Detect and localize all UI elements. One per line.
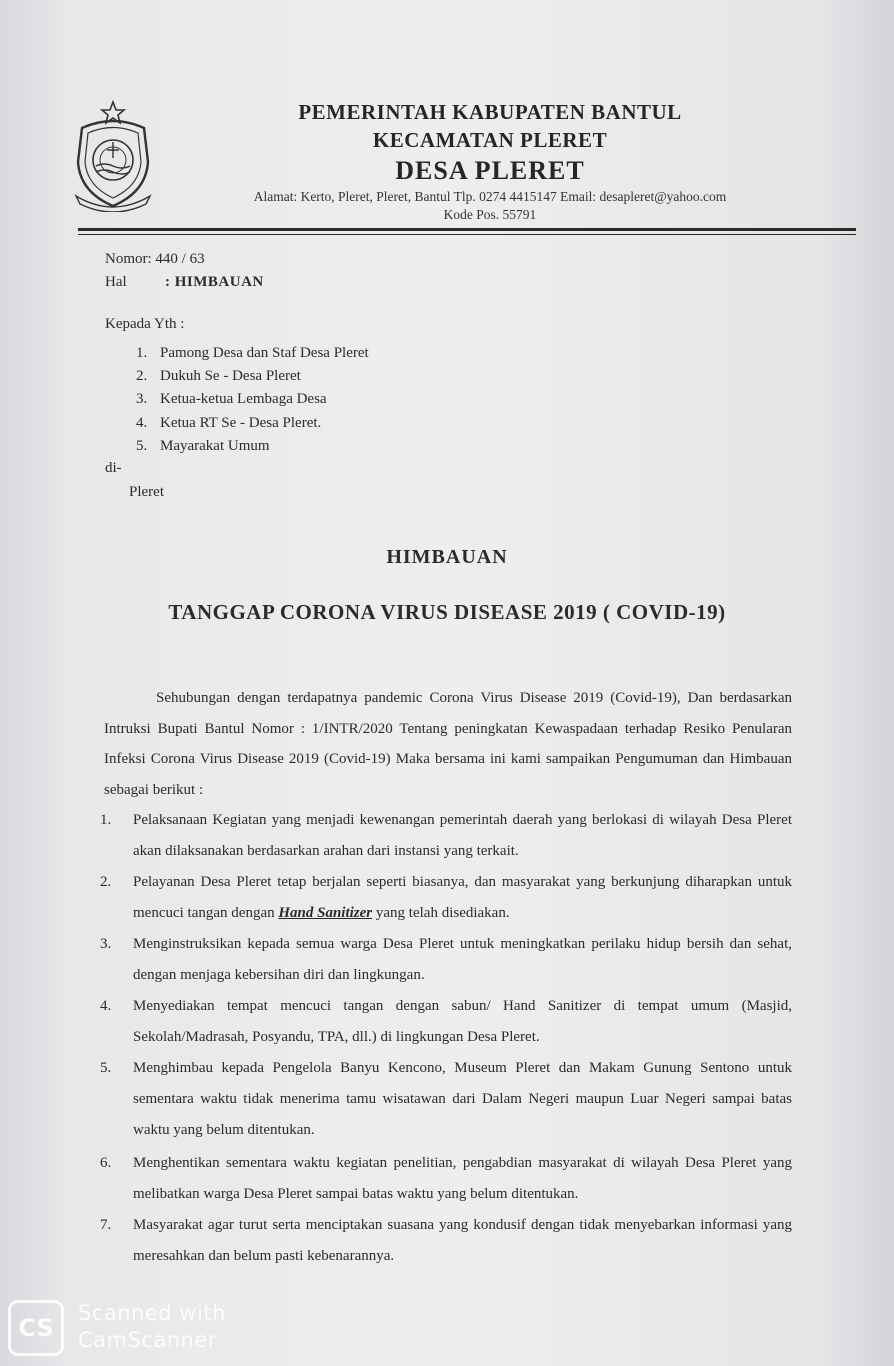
letter-meta <box>105 248 264 294</box>
document-subtitle: TANGGAP CORONA VIRUS DISEASE 2019 ( COVID-19) <box>168 600 726 624</box>
recipients-list <box>136 342 369 458</box>
list-item: 1. Pamong Desa dan Staf Desa Pleret <box>136 345 369 361</box>
letter-page: PEMERINTAH KABUPATEN BANTUL KECAMATAN PLERET DESA PLERET Alamat: Kerto, Pleret, Pleret, Bantul Tlp. 0274 4415147 Email: desapleret@yahoo.com Kode Pos. 55791 Nomor: 440 / 63 Hal : HIMBAUAN Kepada Yth : 1. Pamong Desa dan Staf Desa Pleret 2. Dukuh Se - Desa Pleret 3. Ketua-ketua Lembaga Desa 4. Ketua RT Se - Desa Pleret. 5. Mayarakat Umum di- Pleret HIMBAUAN TANGGAP CORONA VIRUS DISEASE 2019 ( COVID-19) Sehubungan dengan terdapatnya pandemic Corona Virus Disease 2019 (Covid-19), Dan berdasarkan Intruksi Bupati Bantul Nomor : 1/INTR/2020 Tentang peningkatan Kewaspadaan terhadap Resiko Penularan Infeksi Corona Virus Disease 2019 (Covid-19) Maka bersama ini kami sampaikan Pengumuman dan Himbauan sebagai berikut : 1. Pelaksanaan Kegiatan yang menjadi kewenangan pemerintah daerah yang berlokasi di wilayah Desa Pleret akan dilaksanakan berdasarkan arahan dari instansi yang terkait. 2. Pelayanan Desa Pleret tetap berjalan seperti biasanya, dan masyarakat yang berkunjung diharapkan untuk mencuci tangan dengan Hand Sanitizer yang telah disediakan. 3. Menginstruksikan kepada semua warga Desa Pleret untuk meningkatkan perilaku hidup bersih dan sehat, dengan menjaga kebersihan diri dan lingkungan. 4. Menyediakan tempat mencuci tangan dengan sabun/ Hand Sanitizer di tempat umum (Masjid, Sekolah/Madrasah, Posyandu, TPA, dll.) di lingkungan Desa Pleret. 5. Menghimbau kepada Pengelola Banyu Kencono, Museum Pleret dan Makam Gunung Sentono untuk sementara waktu tidak menerima tamu wisatawan dari Dalam Negeri maupun Luar Negeri sampai batas waktu yang belum ditentukan. 6. Menghentikan sementara waktu kegiatan penelitian, pengabdian masyarakat di wilayah Desa Pleret yang melibatkan warga Desa Pleret sampai batas waktu yang belum ditentukan. 7. Masyarakat agar turut serta menciptakan suasana yang kondusif dengan tidak menyebarkan informasi yang meresahkan dan belum pasti kebenarannya. CS Scanned with CamScanner <box>0 0 894 1366</box>
recipients-heading: Kepada Yth : <box>105 316 185 332</box>
letterhead-divider-thin <box>78 234 856 235</box>
list-item: 4. Ketua RT Se - Desa Pleret. <box>136 414 322 431</box>
list-item: 5. Mayarakat Umum <box>136 437 270 454</box>
camscanner-watermark <box>78 1300 226 1354</box>
watermark-line-2: CamScanner <box>78 1328 217 1352</box>
letter-subject-label: Hal <box>105 274 127 290</box>
letter-number-row <box>105 248 264 271</box>
hand-sanitizer-emphasis: Hand Sanitizer <box>278 905 373 921</box>
document-title: HIMBAUAN <box>386 546 508 568</box>
recipients-di: di- <box>105 460 122 476</box>
watermark-line-1: Scanned with <box>78 1301 226 1325</box>
list-item: 2. Dukuh Se - Desa Pleret <box>136 368 301 385</box>
letterhead-address: Alamat: Kerto, Pleret, Pleret, Bantul Tlp. 0274 4415147 Email: desapleret@yahoo.com <box>253 189 727 204</box>
letterhead <box>190 98 790 224</box>
letter-number-label: Nomor <box>105 251 148 267</box>
letterhead-village: DESA PLERET <box>395 156 585 185</box>
letterhead-postal-code: Kode Pos. 55791 <box>443 207 537 222</box>
letterhead-divider-thick <box>78 228 856 231</box>
bantul-regency-emblem-icon <box>70 100 156 212</box>
letterhead-government: PEMERINTAH KABUPATEN BANTUL <box>298 100 682 124</box>
letter-subject-value: : HIMBAUAN <box>165 274 264 290</box>
letter-number-value: : 440 / 63 <box>147 251 205 267</box>
camscanner-logo-icon: CS <box>8 1300 64 1356</box>
recipients-place: Pleret <box>129 484 164 500</box>
intro-paragraph: Sehubungan dengan terdapatnya pandemic Corona Virus Disease 2019 (Covid-19), Dan berdasarkan Intruksi Bupati Bantul Nomor : 1/INTR/2020 Tentang peningkatan Kewaspadaan terhadap Resiko Penularan Infeksi Corona Virus Disease 2019 (Covid-19) Maka bersama ini kami sampaikan Pengumuman dan Himbauan sebagai berikut : <box>104 690 792 798</box>
list-item: 3. Ketua-ketua Lembaga Desa <box>136 391 327 408</box>
letterhead-district: KECAMATAN PLERET <box>372 128 608 152</box>
letter-subject-row <box>105 271 264 294</box>
